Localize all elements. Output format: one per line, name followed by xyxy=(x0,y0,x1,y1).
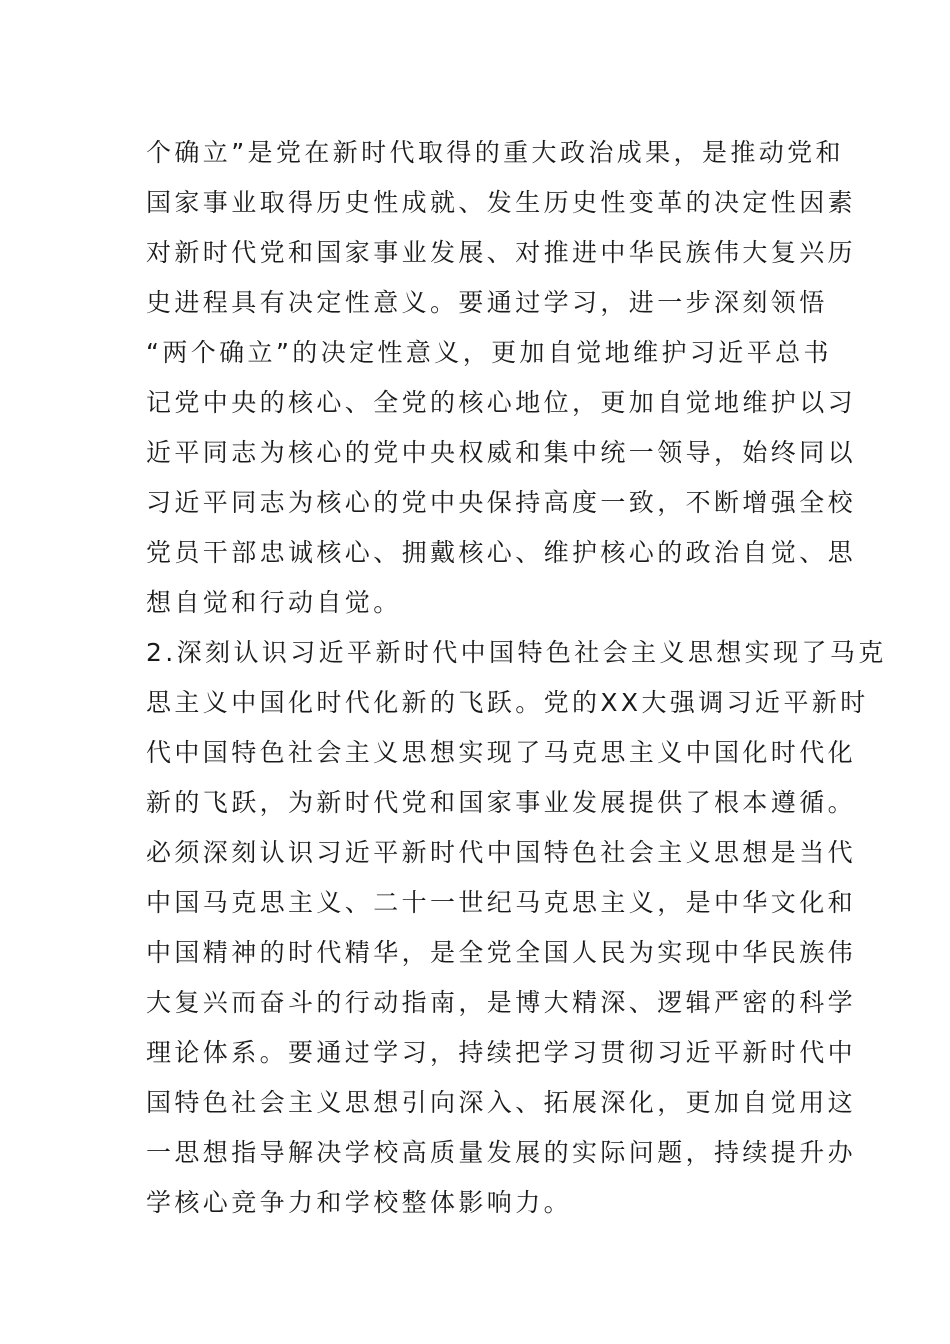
text-line: 代中国特色社会主义思想实现了马克思主义中国化时代化 xyxy=(146,738,857,767)
text-line: 国家事业取得历史性成就、发生历史性变革的决定性因素 xyxy=(146,188,857,217)
text-line: 中国精神的时代精华，是全党全国人民为实现中华民族伟 xyxy=(146,938,857,967)
text-line: 党员干部忠诚核心、拥戴核心、维护核心的政治自觉、思 xyxy=(146,538,857,567)
text-line: 一思想指导解决学校高质量发展的实际问题，持续提升办 xyxy=(146,1138,857,1167)
section-heading-line: 2.深刻认识习近平新时代中国特色社会主义思想实现了马克 xyxy=(146,638,887,667)
text-line: 理论体系。要通过学习，持续把学习贯彻习近平新时代中 xyxy=(146,1038,857,1067)
text-line: 史进程具有决定性意义。要通过学习，进一步深刻领悟 xyxy=(146,288,828,317)
text-line: 国特色社会主义思想引向深入、拓展深化，更加自觉用这 xyxy=(146,1088,857,1117)
text-line: 思主义中国化时代化新的飞跃。党的XX大强调习近平新时 xyxy=(146,688,869,717)
text-line: 近平同志为核心的党中央权威和集中统一领导，始终同以 xyxy=(146,438,857,467)
text-line: “两个确立”的决定性意义，更加自觉地维护习近平总书 xyxy=(146,338,832,367)
text-line: 习近平同志为核心的党中央保持高度一致，不断增强全校 xyxy=(146,488,857,517)
text-line: 学核心竞争力和学校整体影响力。 xyxy=(146,1188,573,1217)
text-line: 大复兴而奋斗的行动指南，是博大精深、逻辑严密的科学 xyxy=(146,988,857,1017)
text-line: 个确立”是党在新时代取得的重大政治成果，是推动党和 xyxy=(146,138,844,167)
text-line: 中国马克思主义、二十一世纪马克思主义，是中华文化和 xyxy=(146,888,857,917)
paragraph-2 xyxy=(146,628,887,1228)
text-line: 记党中央的核心、全党的核心地位，更加自觉地维护以习 xyxy=(146,388,857,417)
paragraph-1 xyxy=(146,128,857,628)
text-line: 想自觉和行动自觉。 xyxy=(146,588,402,617)
text-line: 对新时代党和国家事业发展、对推进中华民族伟大复兴历 xyxy=(146,238,857,267)
document-body xyxy=(146,128,887,1228)
text-line: 必须深刻认识习近平新时代中国特色社会主义思想是当代 xyxy=(146,838,857,867)
text-line: 新的飞跃，为新时代党和国家事业发展提供了根本遵循。 xyxy=(146,788,857,817)
